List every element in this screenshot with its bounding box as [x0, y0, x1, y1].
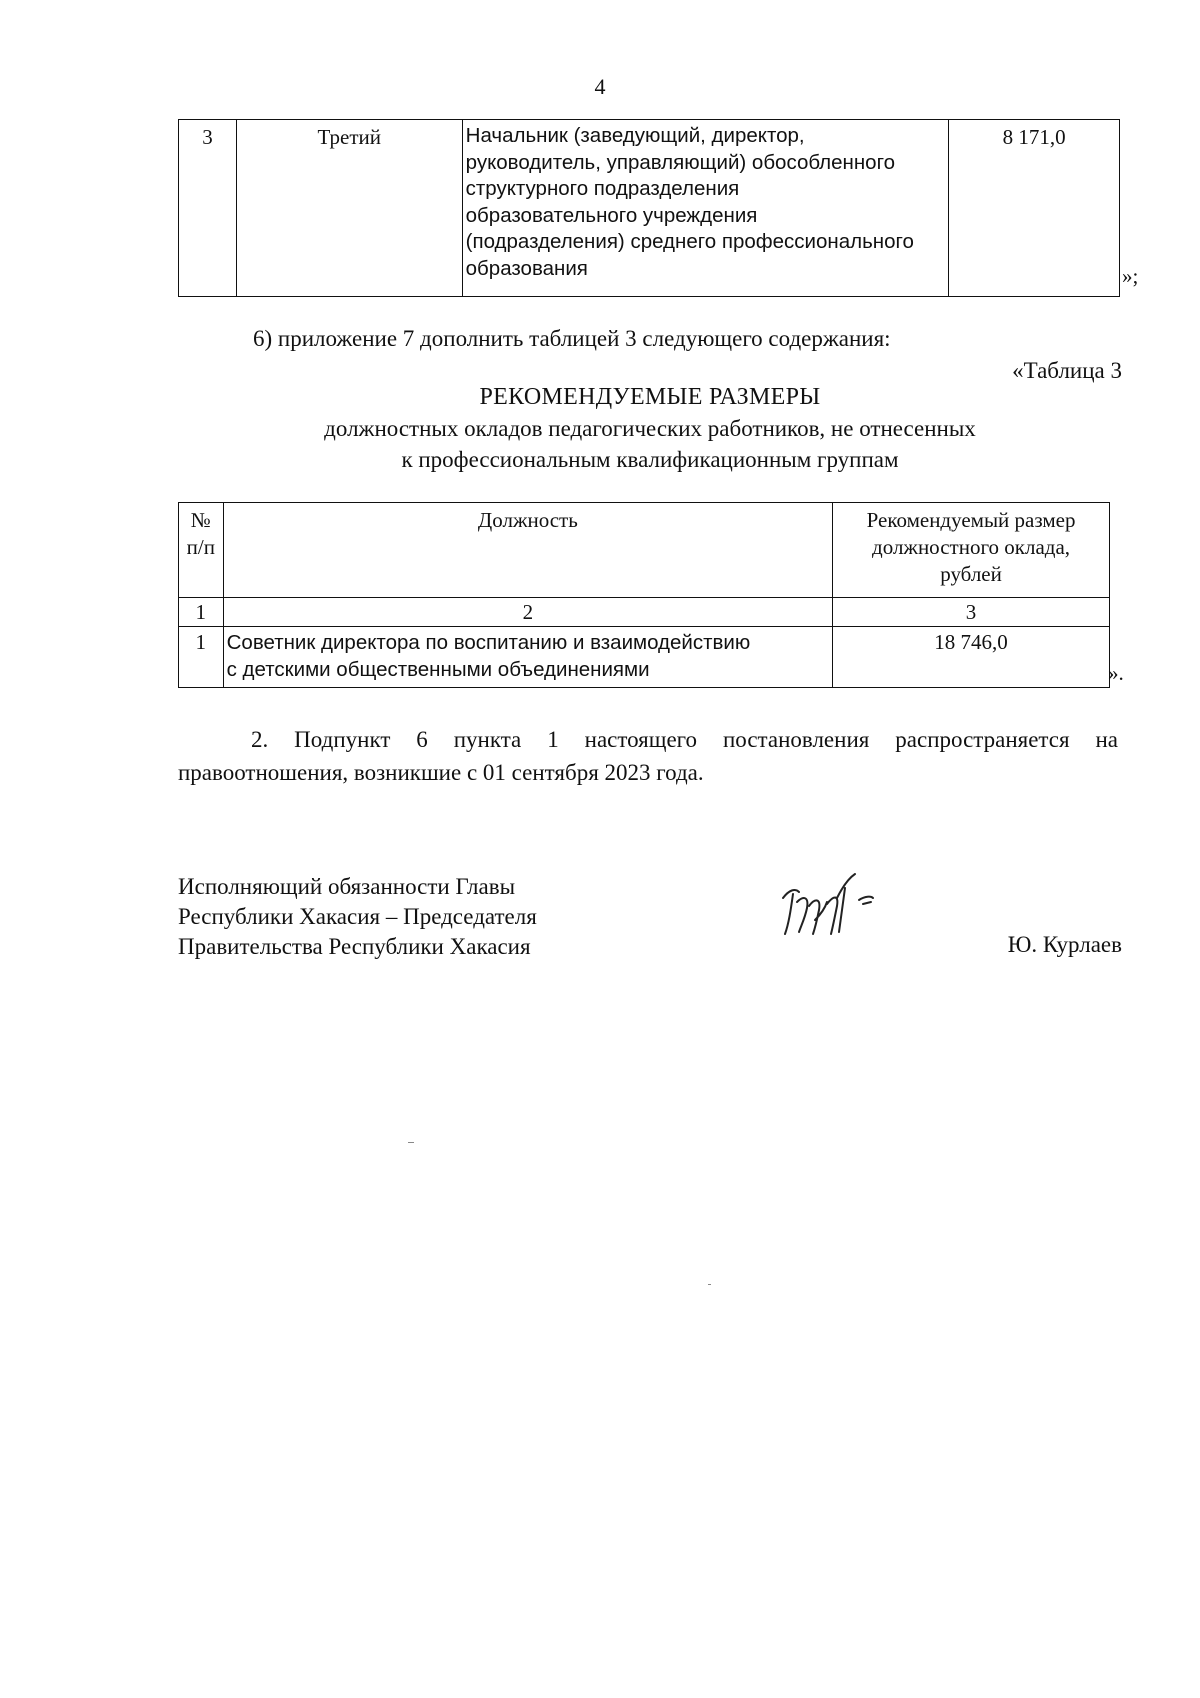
column-number: 1 — [179, 598, 224, 627]
header-salary-line: должностного оклада, — [872, 535, 1071, 559]
table-heading-subtitle: должностных окладов педагогических работников, не отнесенных — [324, 416, 976, 441]
qualification-level-cell: Третий — [236, 120, 462, 297]
position-line: руководитель, управляющий) обособленного — [465, 150, 895, 174]
salary-table-continuation — [178, 119, 1120, 297]
signatory-title — [178, 872, 537, 962]
column-number: 2 — [223, 598, 833, 627]
closing-quote: ». — [1108, 661, 1124, 685]
header-salary — [833, 503, 1110, 598]
column-number: 3 — [833, 598, 1110, 627]
signatory-title-line: Исполняющий обязанности Главы — [178, 874, 516, 899]
salary-cell: 18 746,0 — [833, 627, 1110, 688]
position-line: (подразделения) среднего профессионального — [465, 230, 914, 253]
closing-quote: »; — [1122, 264, 1139, 288]
table-row — [179, 627, 1110, 688]
row-number-cell: 3 — [179, 120, 237, 297]
table-label: «Таблица 3 — [1012, 358, 1122, 383]
signatory-title-line: Правительства Республики Хакасия — [178, 934, 531, 959]
table-heading-title: РЕКОМЕНДУЕМЫЕ РАЗМЕРЫ — [479, 384, 821, 410]
header-salary-line: рублей — [940, 562, 1002, 586]
position-line: с детскими общественными объединениями — [226, 658, 650, 681]
position-line: структурного подразделения — [465, 177, 740, 200]
header-number-line: п/п — [186, 535, 215, 559]
signatory-name: Ю. Курлаев — [1007, 932, 1122, 957]
paragraph-item-2: 2. Подпункт 6 пункта 1 настоящего постановления распространяется на правоотношения, возникшие с 01 сентября 2023 года. — [178, 727, 1118, 785]
header-salary-line: Рекомендуемый размер — [866, 508, 1076, 532]
position-cell — [462, 120, 949, 297]
signatory-title-line: Республики Хакасия – Председателя — [178, 904, 537, 929]
position-line: Советник директора по воспитанию и взаимодействию — [226, 631, 751, 654]
table-header-row — [179, 503, 1110, 598]
header-number — [179, 503, 224, 598]
position-line: Начальник (заведующий, директор, — [465, 124, 805, 147]
position-line: образовательного учреждения — [465, 203, 758, 227]
header-position: Должность — [223, 503, 833, 598]
column-number-row — [179, 598, 1110, 627]
row-number-cell: 1 — [179, 627, 224, 688]
scan-speck — [708, 1284, 711, 1285]
scan-speck — [408, 1142, 414, 1143]
header-number-line: № — [190, 508, 211, 532]
salary-cell: 8 171,0 — [949, 120, 1120, 297]
position-cell — [223, 627, 833, 688]
table-heading-subtitle: к профессиональным квалификационным группам — [401, 447, 899, 472]
recommended-salaries-table — [178, 502, 1110, 688]
handwritten-signature — [775, 868, 885, 943]
table-row — [179, 120, 1120, 297]
position-line: образования — [465, 256, 588, 280]
page-number: 4 — [594, 74, 606, 99]
amendment-item-6: 6) приложение 7 дополнить таблицей 3 следующего содержания: — [253, 326, 891, 351]
